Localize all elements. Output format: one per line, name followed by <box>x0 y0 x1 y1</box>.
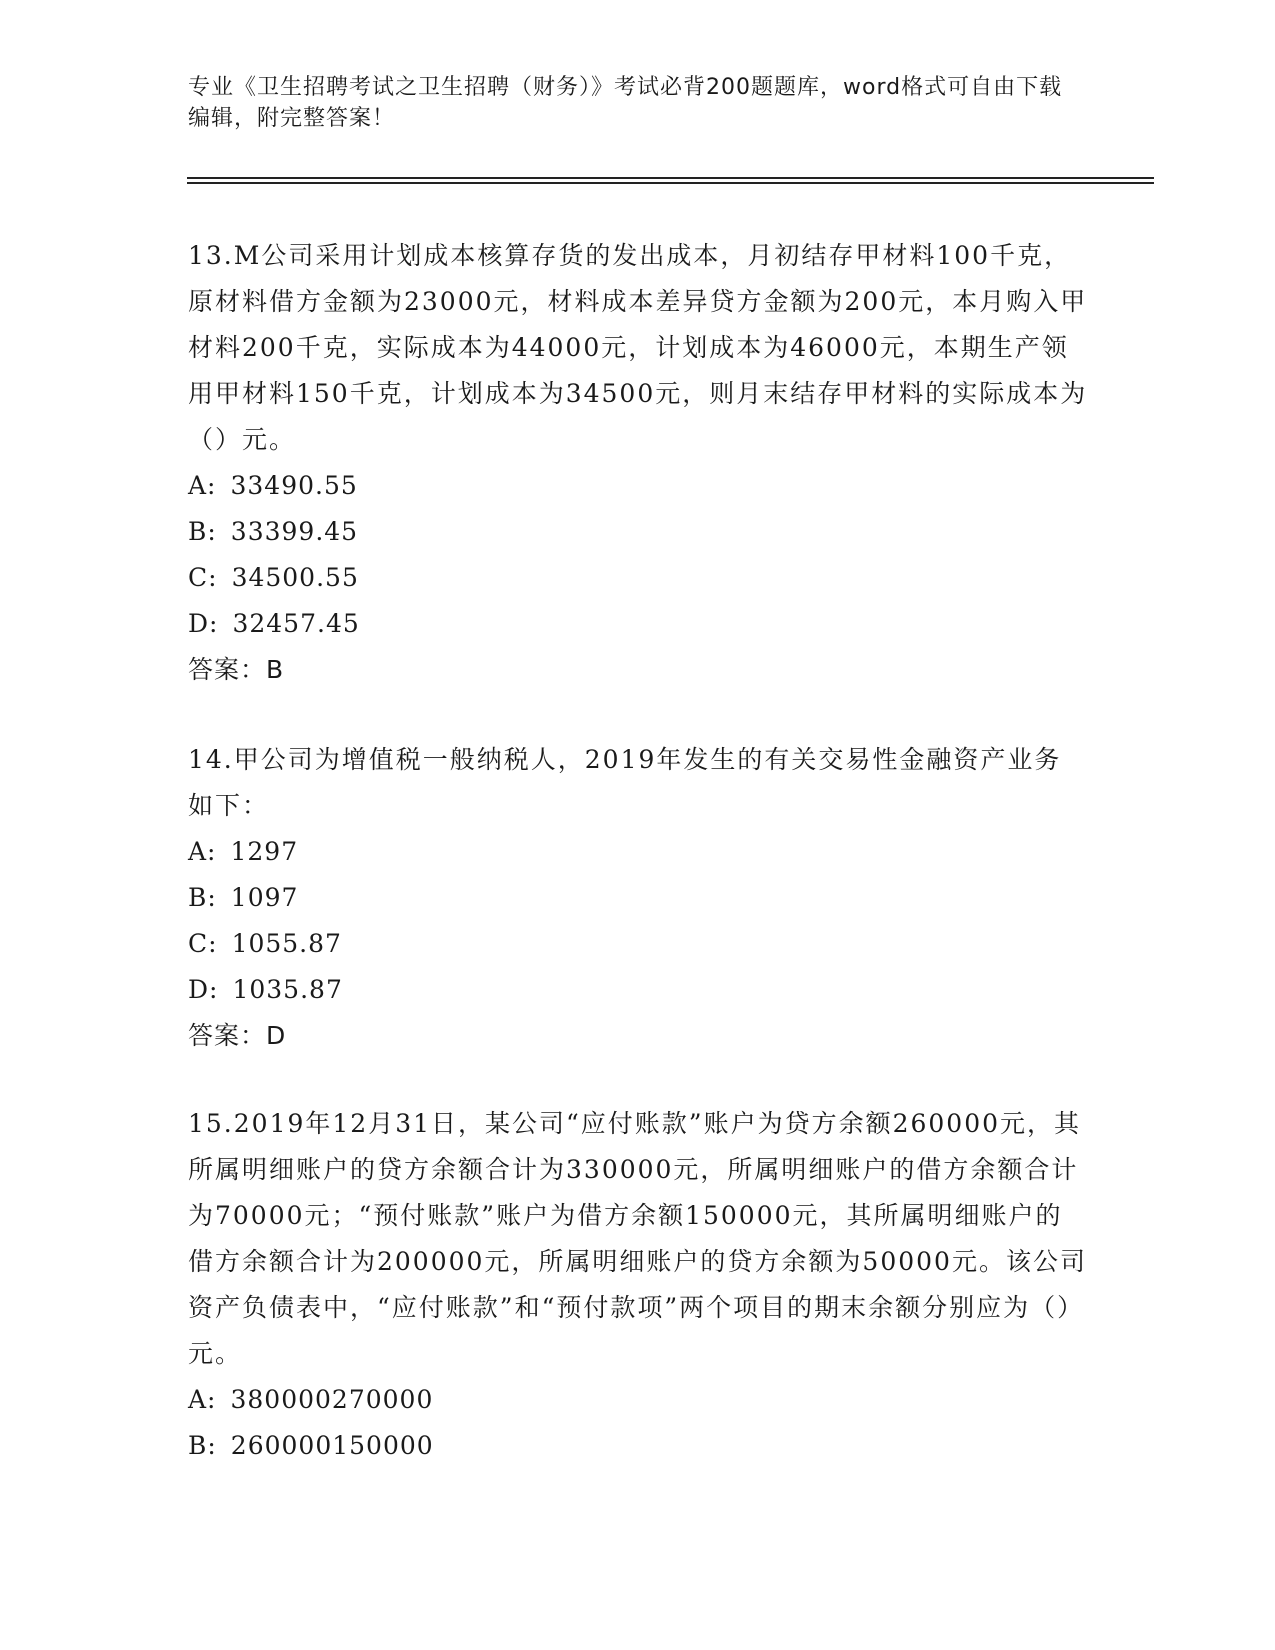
option-value: 1297 <box>230 837 299 866</box>
option-key: C: <box>188 929 218 958</box>
option-value: 1097 <box>230 883 299 912</box>
option-value: 260000150000 <box>230 1431 434 1460</box>
header-divider-top <box>187 177 1154 179</box>
document-header: 专业《卫生招聘考试之卫生招聘（财务）》考试必背200题题库，word格式可自由下载编辑，附完整答案！ <box>188 75 1063 131</box>
question-13 <box>188 233 1088 693</box>
header-divider-bottom <box>187 182 1154 184</box>
option-key: D: <box>188 975 219 1004</box>
option-key: A: <box>188 837 217 866</box>
option-value: 380000270000 <box>230 1385 434 1414</box>
option-d <box>188 601 1088 647</box>
option-key: A: <box>188 471 217 500</box>
question-15 <box>188 1101 1088 1469</box>
option-key: D: <box>188 609 219 638</box>
option-a <box>188 829 1088 875</box>
question-stem: 14.甲公司为增值税一般纳税人，2019年发生的有关交易性金融资产业务如下： <box>188 745 1062 820</box>
option-c <box>188 921 1088 967</box>
question-stem: 15.2019年12月31日，某公司“应付账款”账户为贷方余额260000元，其所属明细账户的贷方余额合计为330000元，所属明细账户的借方余额合计为70000元；“预付账款”账户为借方余额150000元，其所属明细账户的借方余额合计为200000元，所属明细账户的贷方余额为50000元。该公司资产负债表中，“应付账款”和“预付款项”两个项目的期末余额分别应为（）元。 <box>188 1109 1087 1368</box>
option-key: A: <box>188 1385 217 1414</box>
option-key: C: <box>188 563 218 592</box>
option-a <box>188 1377 1088 1423</box>
option-value: 1035.87 <box>232 975 343 1004</box>
option-value: 33490.55 <box>230 471 358 500</box>
option-key: B: <box>188 1431 217 1460</box>
answer-line: 答案：B <box>188 655 285 684</box>
option-d <box>188 967 1088 1013</box>
question-14 <box>188 737 1088 1059</box>
option-key: B: <box>188 883 217 912</box>
option-b <box>188 509 1088 555</box>
option-value: 1055.87 <box>231 929 342 958</box>
option-c <box>188 555 1088 601</box>
option-value: 32457.45 <box>232 609 360 638</box>
option-key: B: <box>188 517 217 546</box>
option-a <box>188 463 1088 509</box>
question-stem: 13.M公司采用计划成本核算存货的发出成本，月初结存甲材料100千克，原材料借方金额为23000元，材料成本差异贷方金额为200元，本月购入甲材料200千克，实际成本为44000元，计划成本为46000元，本期生产领用甲材料150千克，计划成本为34500元，则月末结存甲材料的实际成本为（）元。 <box>188 241 1088 454</box>
option-value: 34500.55 <box>231 563 359 592</box>
option-b <box>188 1423 1088 1469</box>
answer-line: 答案：D <box>188 1021 287 1050</box>
option-value: 33399.45 <box>230 517 359 546</box>
option-b <box>188 875 1088 921</box>
